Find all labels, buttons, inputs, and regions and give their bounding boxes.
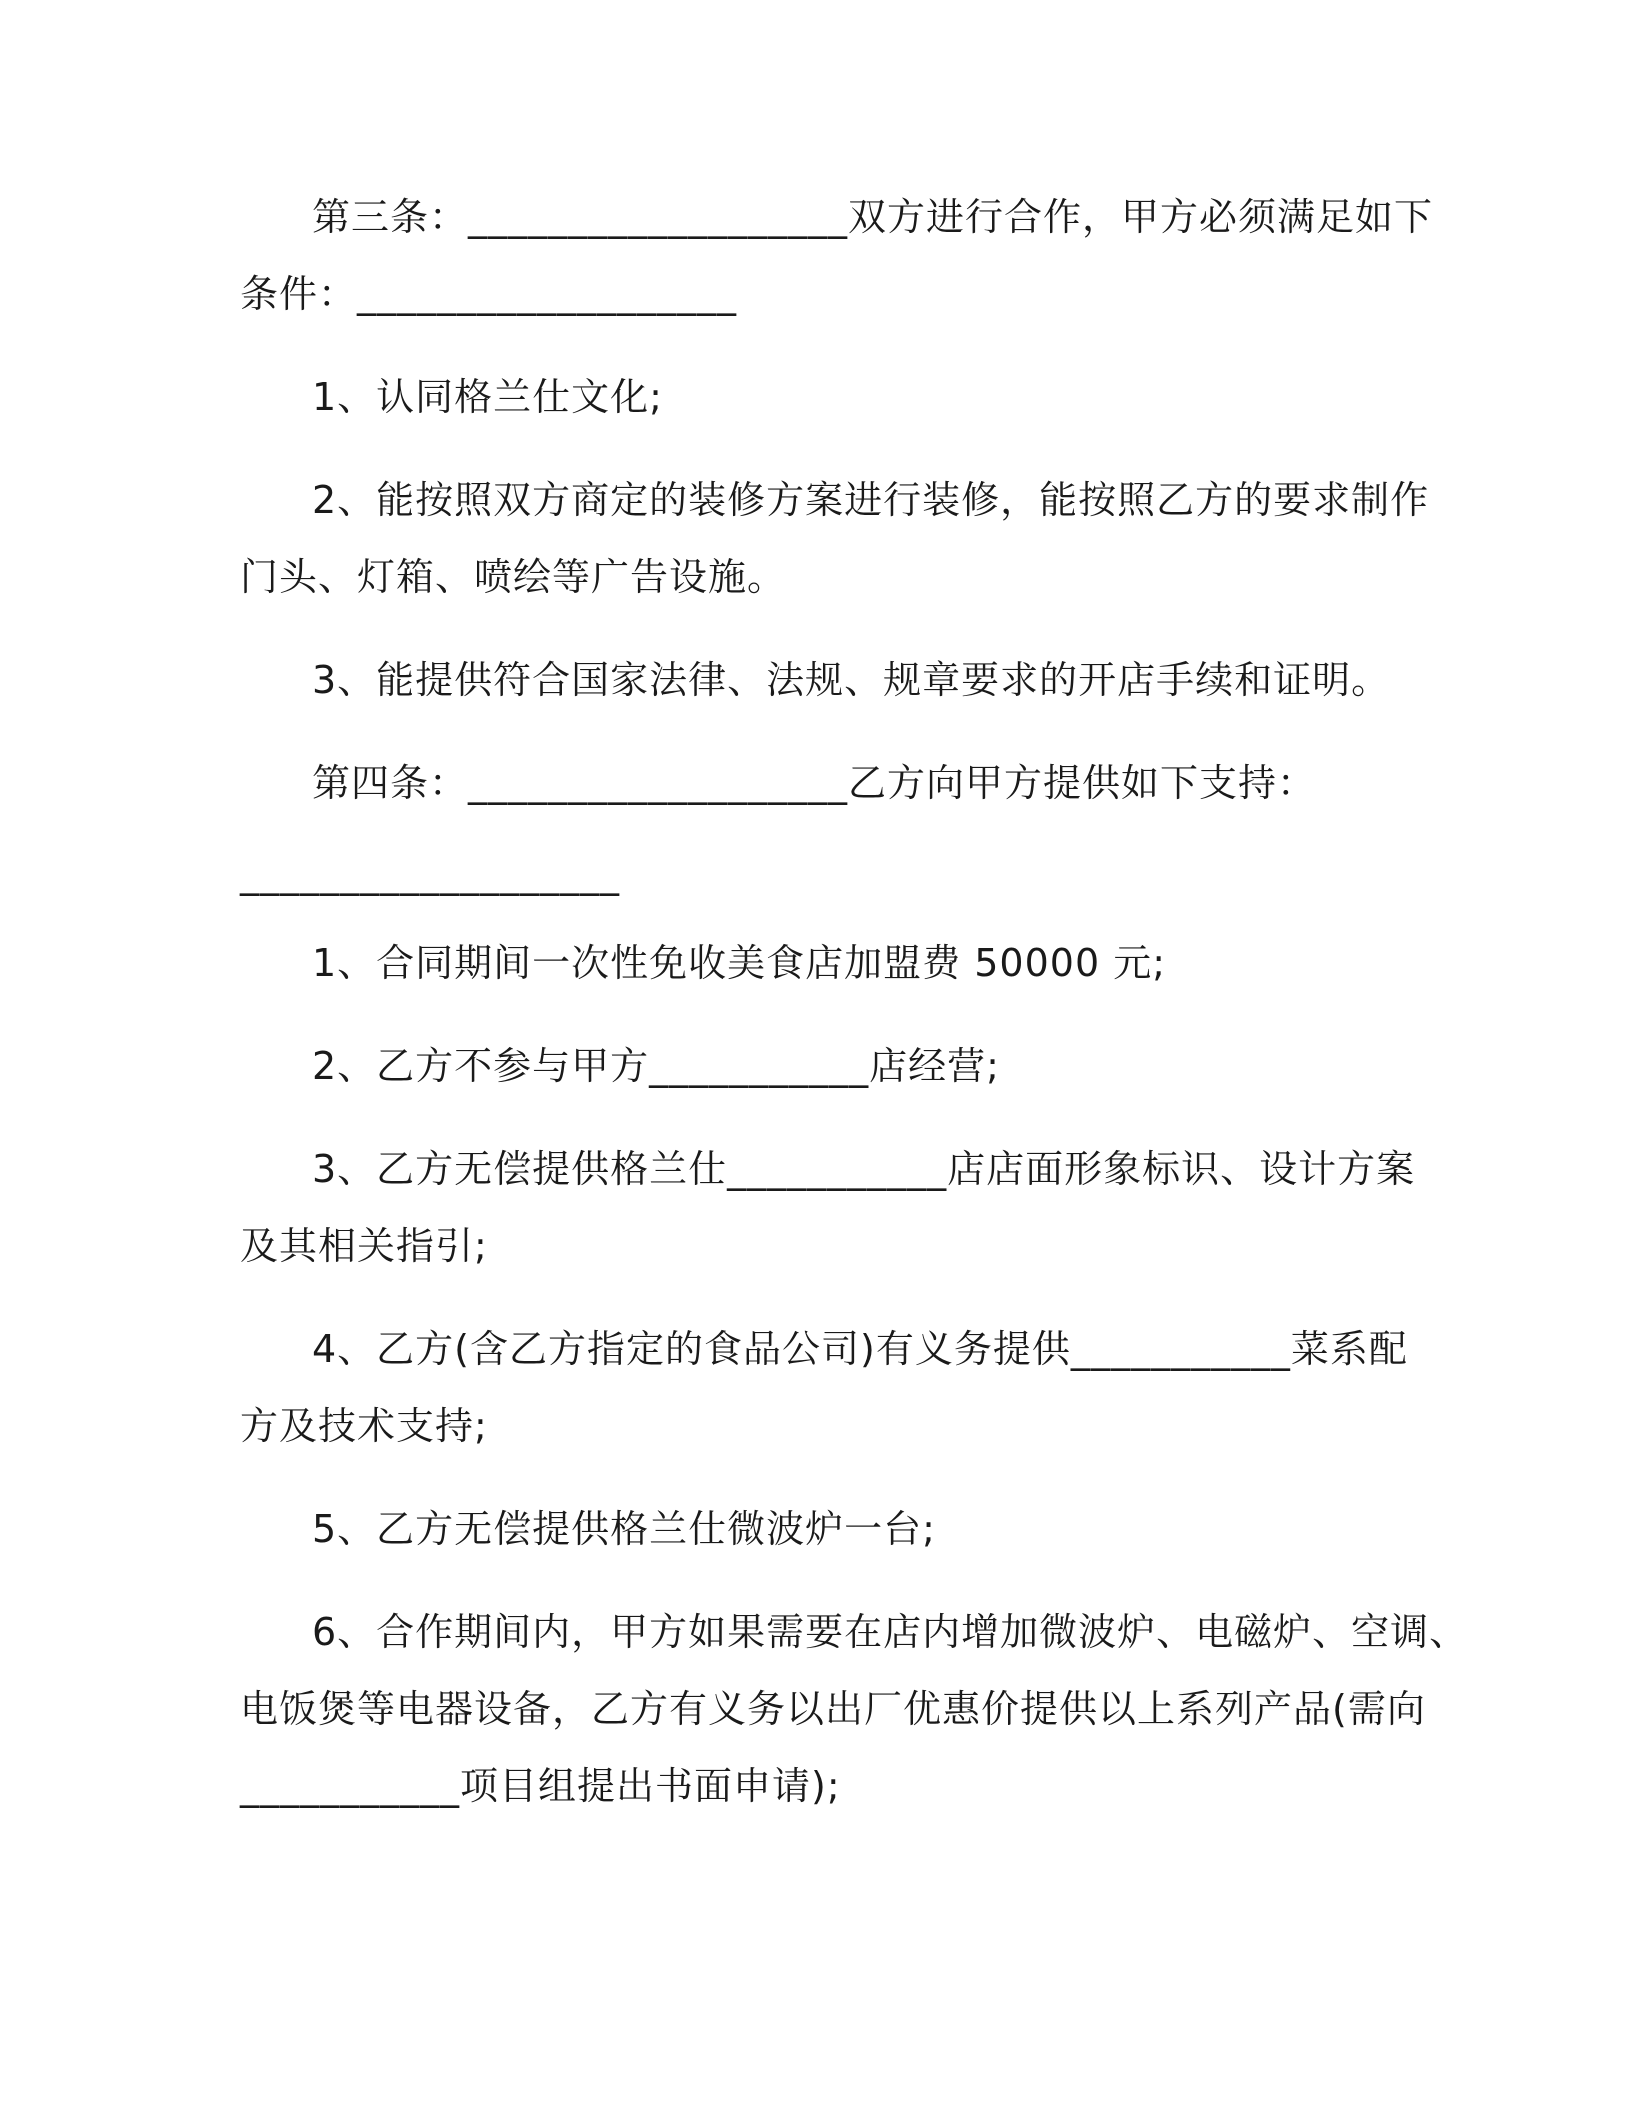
article-4-item-6-line-2: 电饭煲等电器设备，乙方有义务以出厂优惠价提供以上系列产品(需向 [240,1687,1426,1731]
article-4-item-1: 1、合同期间一次性免收美食店加盟费 50000 元; [312,941,1167,985]
article-4-item-3-line-1: 3、乙方无偿提供格兰仕___________店店面形象标识、设计方案 [312,1147,1416,1191]
article-4-item-3-line-2: 及其相关指引; [240,1224,488,1268]
article-4-item-6-line-3: ___________项目组提出书面申请); [240,1764,841,1808]
article-4-item-4-line-2: 方及技术支持; [240,1404,488,1448]
article-3-line-2: 条件：___________________ [240,272,738,316]
article-3-line-1: 第三条：___________________双方进行合作，甲方必须满足如下 [312,195,1434,239]
article-4-item-2: 2、乙方不参与甲方___________店经营; [312,1044,1000,1088]
article-4-item-6-line-1: 6、合作期间内，甲方如果需要在店内增加微波炉、电磁炉、空调、 [312,1610,1469,1654]
article-3-item-2-line-2: 门头、灯箱、喷绘等广告设施。 [240,555,787,599]
article-4-item-5: 5、乙方无偿提供格兰仕微波炉一台; [312,1507,936,1551]
article-4-item-4-line-1: 4、乙方(含乙方指定的食品公司)有义务提供___________菜系配 [312,1327,1408,1371]
article-4-line-2: ___________________ [240,852,620,896]
article-3-item-1: 1、认同格兰仕文化; [312,375,663,419]
article-3-item-2-line-1: 2、能按照双方商定的装修方案进行装修，能按照乙方的要求制作 [312,478,1430,522]
article-4-line-1: 第四条：___________________乙方向甲方提供如下支持： [312,761,1317,805]
article-3-item-3: 3、能提供符合国家法律、法规、规章要求的开店手续和证明。 [312,658,1391,702]
